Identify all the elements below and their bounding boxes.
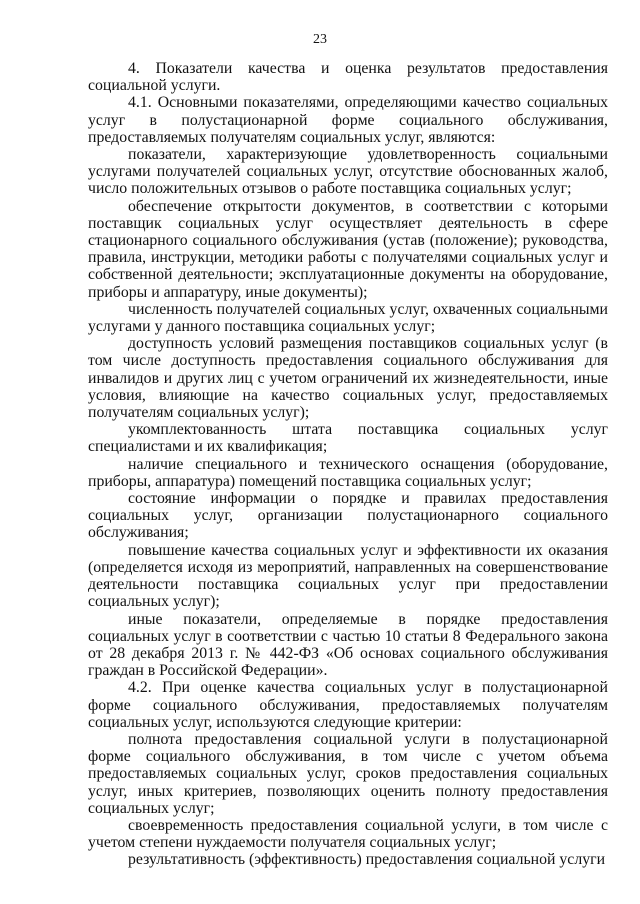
list-item: иные показатели, определяемые в порядке предоставления социальных услуг в соответствии с частью 10 статьи 8 Федерального закона от 28 декабря 2013 г. № 442-ФЗ «Об основах социального обслуживания граждан в Российской Федерации». [88,610,608,680]
list-item: наличие специального и технического оснащения (оборудование, приборы, аппаратура) помещений поставщика социальных услуг; [88,455,608,490]
list-item: обеспечение открытости документов, в соответствии с которыми поставщик социальных услуг осуществляет деятельность в сфере стационарного социального обслуживания (устав (положение); руководства, правила, инструкции, методики работы с получателями социальных услуг и собственной деятельности; эксплуатационные документы на оборудование, приборы и аппаратуру, иные документы); [88,197,608,301]
list-item: повышение качества социальных услуг и эффективности их оказания (определяется исходя из мероприятий, направленных на совершенствование деятельности поставщика социальных услуг при предоставлении социальных услуг); [88,541,608,611]
list-item: численность получателей социальных услуг, охваченных социальными услугами у данного поставщика социальных услуг; [88,300,608,336]
document-body [88,60,608,869]
list-item: своевременность предоставления социальной услуги, в том числе с учетом степени нуждаемости получателя социальных услуг; [88,816,608,852]
list-item: полнота предоставления социальной услуги в полустационарной форме социального обслуживания, в том числе с учетом объема предоставляемых социальных услуг, сроков предоставления социальных услуг, иных критериев, позволяющих оценить полноту предоставления социальных услуг; [88,730,608,817]
page-number: 23 [313,32,327,47]
list-item: состояние информации о порядке и правилах предоставления социальных услуг, организации полустационарного социального обслуживания; [88,490,608,542]
list-item: доступность условий размещения поставщиков социальных услуг (в том числе доступность предоставления социального обслуживания для инвалидов и других лиц с учетом ограничений их жизнедеятельности, иные условия, влияющие на качество социальных услуг, предоставляемых получателям социальных услуг); [88,335,608,422]
list-item: укомплектованность штата поставщика социальных услуг специалистами и их квалификация; [88,421,608,456]
list-item: показатели, характеризующие удовлетворенность социальными услугами получателей социальных услуг, отсутствие обоснованных жалоб, число положительных отзывов о работе поставщика социальных услуг; [88,146,608,198]
list-item: результативность (эффективность) предоставления социальной услуги [128,851,606,869]
section-heading: 4. Показатели качества и оценка результатов предоставления социальной услуги. [88,60,608,95]
paragraph: 4.2. При оценке качества социальных услуг в полустационарной форме социального обслуживания, предоставляемых получателям социальных услуг, используются следующие критерии: [88,679,608,731]
paragraph: 4.1. Основными показателями, определяющими качество социальных услуг в полустационарной форме социального обслуживания, предоставляемых получателям социальных услуг, являются: [88,94,608,146]
